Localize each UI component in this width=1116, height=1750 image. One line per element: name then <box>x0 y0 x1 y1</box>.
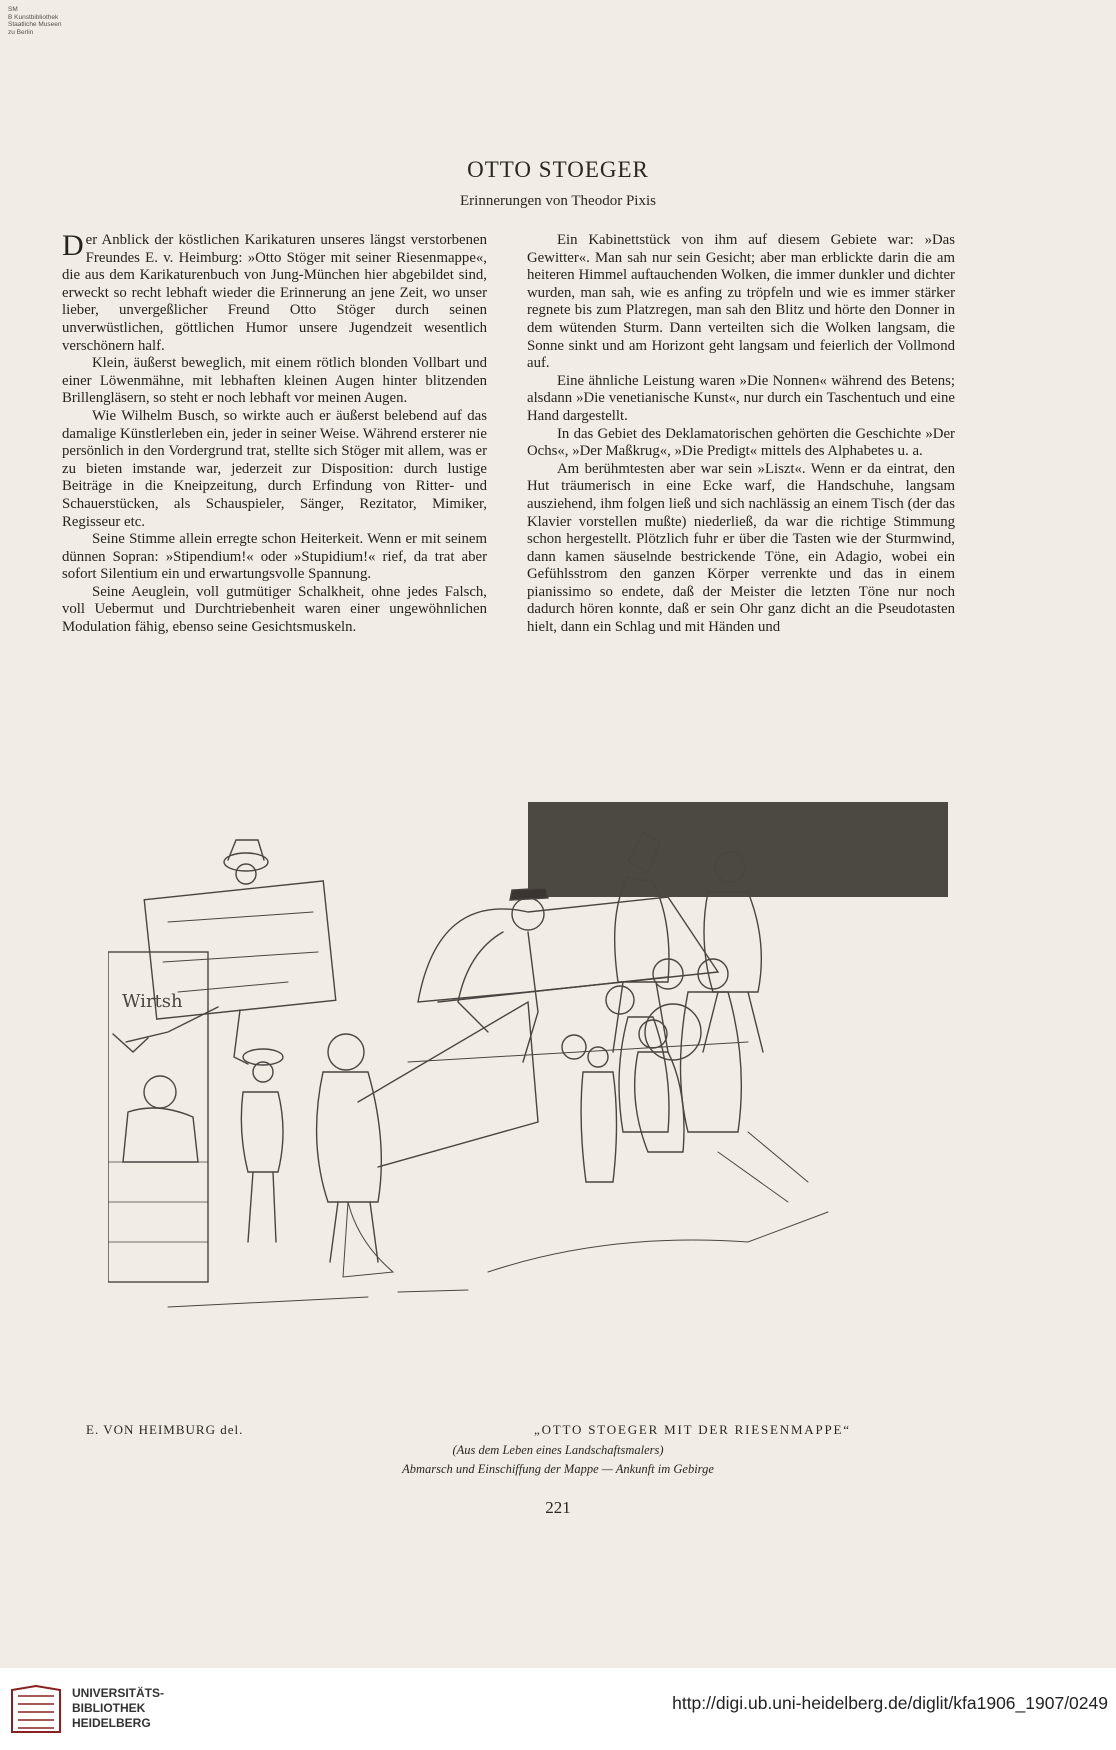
library-stamp <box>8 6 78 36</box>
paragraph: Der Anblick der köstlichen Karikaturen unseres längst verstorbenen Freundes E. v. Heimburg: »Otto Stöger mit seiner Riesenmappe«, die aus dem Karikaturenbuch von Jung-München hier abgebildet sind, erweckt so recht lebhaft wieder die Erinnerung an jene Zeit, wo unser lieber, unvergeßlicher Freund Otto Stöger durch seinen unverwüstlichen, göttlichen Humor unsere Jugendzeit wesentlich verschönern half. <box>62 229 487 354</box>
library-name <box>72 1686 164 1731</box>
caption-subtitle: (Aus dem Leben eines Landschaftsmalers) <box>452 1443 664 1457</box>
paragraph: In das Gebiet des Deklamatorischen gehörten die Geschichte »Der Ochs«, »Der Maßkrug«, »Die Predigt« mittels des Alphabetes u. a. <box>527 425 955 460</box>
library-name-line: BIBLIOTHEK <box>72 1701 146 1715</box>
caricature-drawing <box>108 802 958 1407</box>
paragraph: Am berühmtesten aber war sein »Liszt«. Wenn er da eintrat, den Hut träumerisch in eine Ecke warf, die Handschuhe, langsam ausziehend, ihm folgen ließ und sich nachlässig an einem Tisch (der das Klavier vorstellen mußte) niederließ, da war die richtige Stimmung schon hergestellt. Plötzlich fuhr er über die Tasten wie der Sturmwind, dann kamen säuselnde bestrickende Töne, ein Adagio, wobei ein Gefühlsstrom den ganzen Körper verrenkte und das in einem pianissimo so endete, daß der Meister die letzten Töne nur noch dadurch hören konnte, daß er sein Ohr ganz dicht an die Pseudotasten hielt, dann ein Schlag und mit Händen und <box>527 460 955 636</box>
paragraph: Ein Kabinettstück von ihm auf diesem Gebiete war: »Das Gewitter«. Man sah nur sein Gesicht; aber man erblickte darin die am heiteren Himmel auftauchenden Wolken, die immer dunkler und dichter wurden, man sah, wie es anfing zu tröpfeln und wie es immer stärker regnete bis zum Platzregen, man sah den Blitz und hörte den Donner in dem wütenden Sturm. Dann verteilten sich die Wolken langsam, die Sonne sinkt und am Horizont geht langsam und feierlich der Vollmond auf. <box>527 232 955 372</box>
article-title: OTTO STOEGER <box>467 157 649 182</box>
paragraph: Wie Wilhelm Busch, so wirkte auch er äußerst belebend auf das damalige Künstlerleben ein, jeder in seiner Weise. Während ersterer nie persönlich in den Vordergrund trat, stellte sich Stöger mit allem, was er zu bieten imstande war, jederzeit zur Disposition: durch lustige Beiträge in die Kneipzeitung, durch Erfindung von Ritter- und Schauerstücken, als Schauspieler, Sänger, Rezitator, Mimiker, Regisseur etc. <box>62 407 487 530</box>
article-subtitle: Erinnerungen von Theodor Pixis <box>460 193 656 209</box>
digitization-footer <box>0 1668 1116 1750</box>
page-number: 221 <box>545 1498 571 1517</box>
left-text-column <box>62 229 487 637</box>
paragraph: Seine Stimme allein erregte schon Heiterkeit. Wenn er mit seinem dünnen Sopran: »Stipendium!« oder »Stupidium!« rief, da trat aber sofort Silentium ein und erwartungsvolle Spannung. <box>62 531 487 583</box>
paragraph: Eine ähnliche Leistung waren »Die Nonnen« während des Betens; alsdann »Die venetianische Kunst«, nur durch ein Taschentuch und eine Hand dargestellt. <box>527 372 955 424</box>
paragraph: Seine Aeuglein, voll gutmütiger Schalkheit, ohne jedes Falsch, voll Uebermut und Durchtriebenheit waren einer ungewöhnlichen Modulation fähig, ebenso seine Gesichtsmuskeln. <box>62 583 487 636</box>
stamp-line: Staatliche Museen <box>8 21 62 28</box>
stamp-line: zu Berlin <box>8 28 34 36</box>
right-text-column <box>527 232 955 637</box>
paragraph: Klein, äußerst beweglich, mit einem rötlich blonden Vollbart und einer Löwenmähne, mit lebhaften kleinen Augen hinter blitzenden Brillengläsern, so steht er noch lebhaft vor meinen Augen. <box>62 355 487 407</box>
source-url-link[interactable]: http://digi.ub.uni-heidelberg.de/diglit/kfa1906_1907/0249 <box>672 1693 1108 1713</box>
stamp-line: SM <box>8 6 18 13</box>
caption-artist: E. VON HEIMBURG del. <box>86 1422 244 1437</box>
university-library-logo-icon <box>8 1682 64 1738</box>
inn-sign-text: Wirtsh <box>122 991 183 1012</box>
library-name-line: HEIDELBERG <box>72 1716 151 1730</box>
caption-title: „OTTO STOEGER MIT DER RIESENMAPPE“ <box>534 1422 851 1437</box>
caricature-illustration <box>108 802 958 1407</box>
library-name-line: UNIVERSITÄTS- <box>72 1686 165 1700</box>
stamp-line: B Kunstbibliothek <box>8 13 59 21</box>
caption-description: Abmarsch und Einschiffung der Mappe — Ankunft im Gebirge <box>402 1462 714 1476</box>
